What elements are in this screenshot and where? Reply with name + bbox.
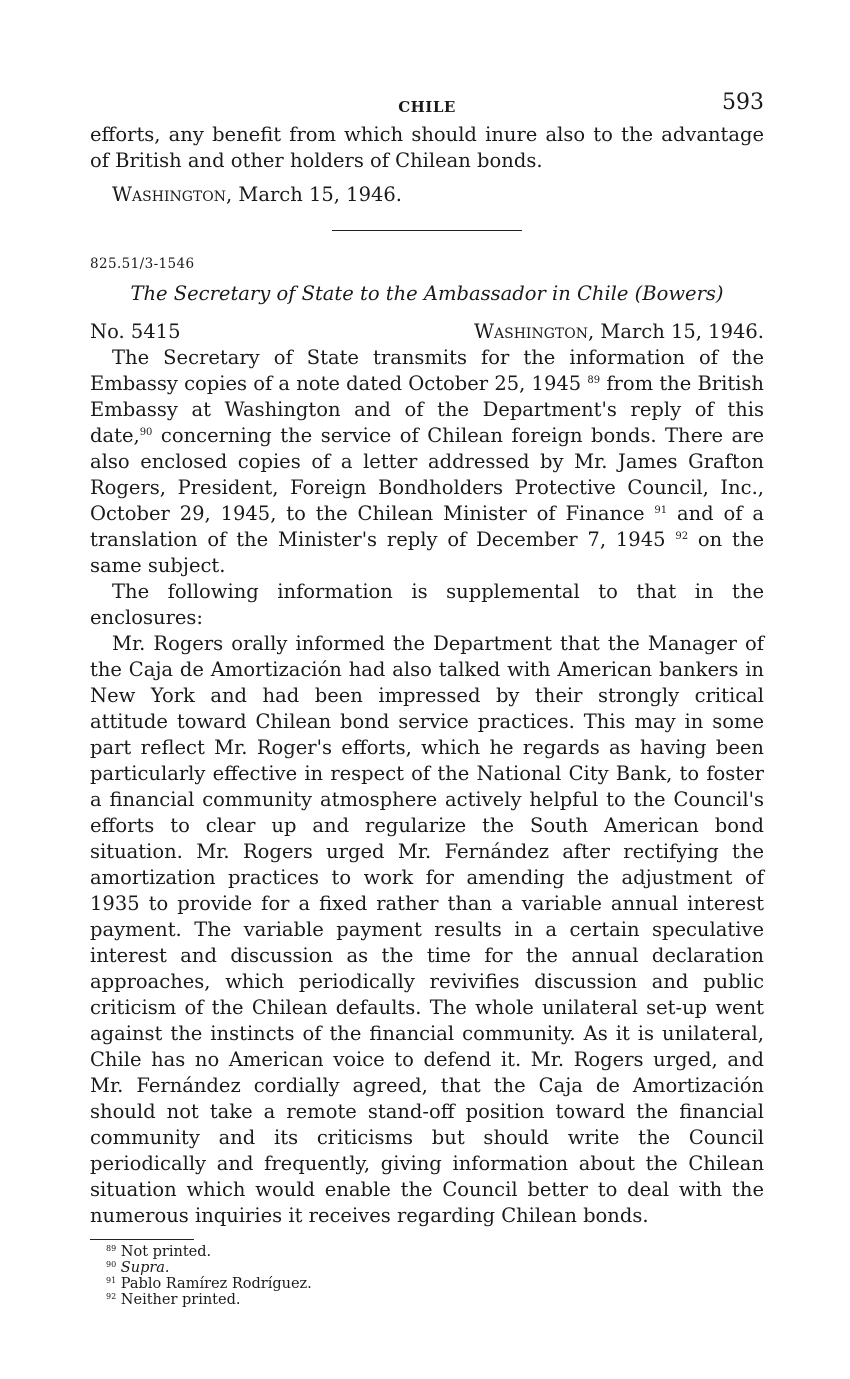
- signoff-place: Washington: [112, 183, 226, 206]
- signoff-dateline: [112, 182, 764, 208]
- footnote-number: 90: [106, 1260, 117, 1269]
- file-number: 825.51/3-1546: [90, 256, 195, 272]
- page-header: [90, 90, 764, 122]
- dateline-right: [474, 319, 764, 345]
- document-page: [90, 90, 764, 1308]
- page-number: 593: [722, 90, 764, 115]
- para1-text-a: The Secretary of State transmits for the information of the Embassy copies of a note dated October 25, 1945: [90, 346, 764, 395]
- footnote: [106, 1244, 764, 1260]
- document-number: No. 5415: [90, 320, 181, 343]
- body-paragraph-1: [90, 345, 764, 579]
- footnote-ref-89: 89: [587, 375, 601, 386]
- para1-text-c: concerning the service of Chilean foreign bonds. There are also enclosed copies of a letter addressed by Mr. James Grafton Rogers, President, Foreign Bondholders Protective Council, Inc., October 29, 1945, to the Chilean Minister of Finance: [90, 424, 764, 525]
- body-paragraph-3: Mr. Rogers orally informed the Department that the Manager of the Caja de Amortización had also talked with American bankers in New York and had been impressed by their strongly critical attitude toward Chilean bond service practices. This may in some part reflect Mr. Roger's efforts, which he regards as having been particularly effective in respect of the National City Bank, to foster a financial community atmosphere actively helpful to the Council's efforts to clear up and regularize the South American bond situation. Mr. Rogers urged Mr. Fernández after rectifying the amortization practices to work for amending the adjustment of 1935 to provide for a fixed rather than a variable annual interest payment. The variable payment results in a certain speculative interest and discussion as the time for the annual declaration approaches, which periodically revivifies discussion and public criticism of the Chilean defaults. The whole unilateral set-up went against the instincts of the financial community. As it is unilateral, Chile has no American voice to defend it. Mr. Rogers urged, and Mr. Fernández cordially agreed, that the Caja de Amortización should not take a remote stand-off position toward the financial community and its criticisms but should write the Council periodically and frequently, giving information about the Chilean situation which would enable the Council better to deal with the numerous inquiries it receives regarding Chilean bonds.: [90, 632, 764, 1227]
- document-heading: The Secretary of State to the Ambassador in Chile (Bowers): [130, 282, 724, 305]
- footnote-text: Not printed.: [120, 1244, 212, 1260]
- para1-text-e: on the same subject.: [90, 528, 764, 577]
- footnote-number: 91: [106, 1276, 117, 1285]
- dateline-place: Washington: [473, 320, 588, 343]
- document-dateline: [90, 319, 764, 345]
- section-divider: [332, 230, 522, 231]
- para1-text-b: from the British Embassy at Washington and of the Department's reply of this date,: [90, 372, 764, 447]
- running-title: CHILE: [398, 98, 456, 116]
- footnote-text: Neither printed.: [120, 1292, 241, 1308]
- continuation-paragraph: efforts, any benefit from which should inure also to the advantage of British and other holders of Chilean bonds.: [90, 123, 764, 172]
- footnote: [106, 1260, 764, 1276]
- footnote-text: Supra.: [120, 1260, 170, 1276]
- footnote-ref-92: 92: [675, 531, 689, 542]
- footnote-ref-90: 90: [139, 427, 153, 438]
- body-paragraph-2: The following information is supplemental to that in the enclosures:: [90, 580, 764, 629]
- footnote-ref-91: 91: [654, 505, 668, 516]
- footnote-number: 92: [106, 1292, 117, 1301]
- dateline-date: , March 15, 1946.: [587, 320, 764, 343]
- footnote-text: Pablo Ramírez Rodríguez.: [120, 1276, 312, 1292]
- signoff-date: , March 15, 1946.: [225, 183, 403, 206]
- footnote: [106, 1292, 764, 1308]
- footnote-divider: [90, 1239, 194, 1240]
- footnote: [106, 1276, 764, 1292]
- para1-text-d: and of a translation of the Minister's reply of December 7, 1945: [90, 502, 764, 551]
- footnote-number: 89: [106, 1244, 117, 1253]
